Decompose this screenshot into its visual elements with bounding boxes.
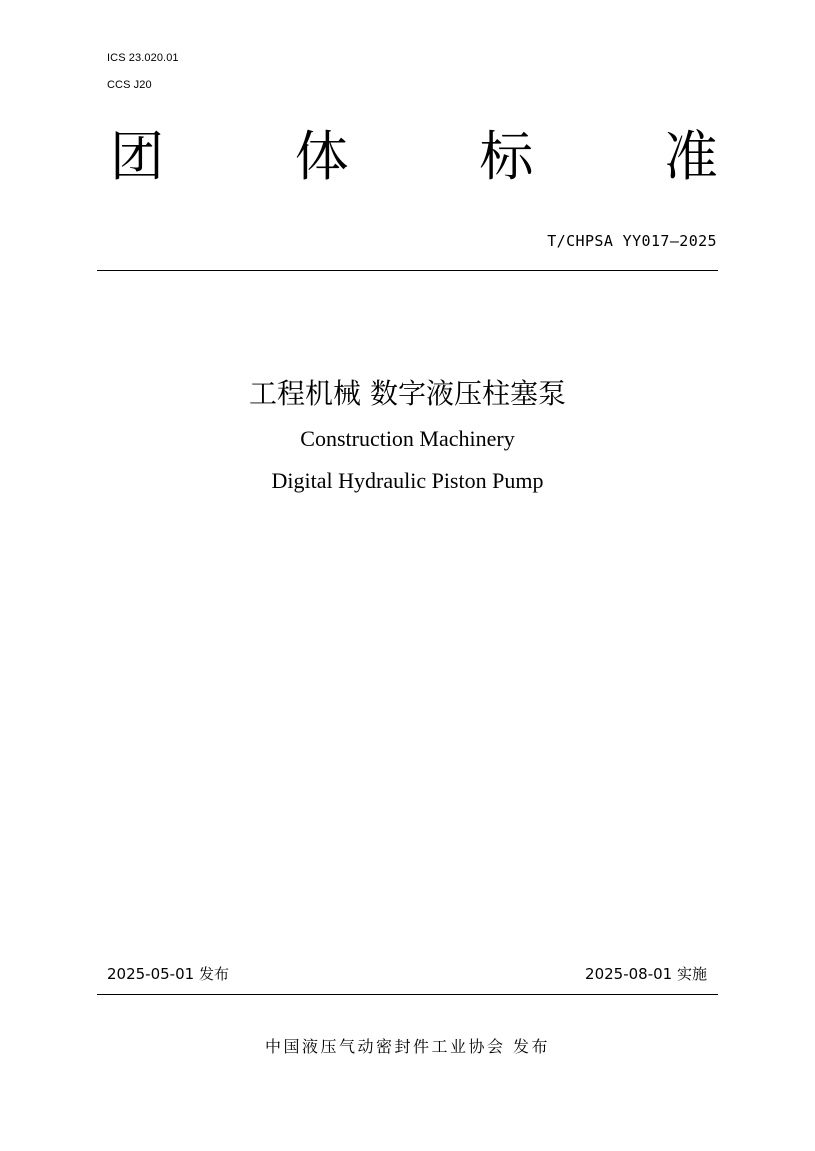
publish-date: 2025-05-01 发布 [107,965,229,983]
ccs-code: CCS J20 [107,79,152,91]
document-type-char: 标 [479,125,534,188]
top-divider [97,270,718,271]
bottom-divider [97,994,718,995]
chinese-title: 工程机械 数字液压柱塞泵 [249,377,566,410]
issuer: 中国液压气动密封件工业协会 发布 [264,1037,551,1056]
english-title-line-1: Construction Machinery [300,426,515,451]
document-type-char: 准 [663,125,718,188]
document-type-heading [110,124,718,190]
standard-number: T/CHPSA YY017—2025 [547,232,717,250]
ics-code: ICS 23.020.01 [107,52,179,64]
english-title-line-2: Digital Hydraulic Piston Pump [271,468,544,493]
implement-date: 2025-08-01 实施 [585,965,707,983]
document-type-char: 团 [110,125,164,188]
document-type-char: 体 [294,125,349,188]
